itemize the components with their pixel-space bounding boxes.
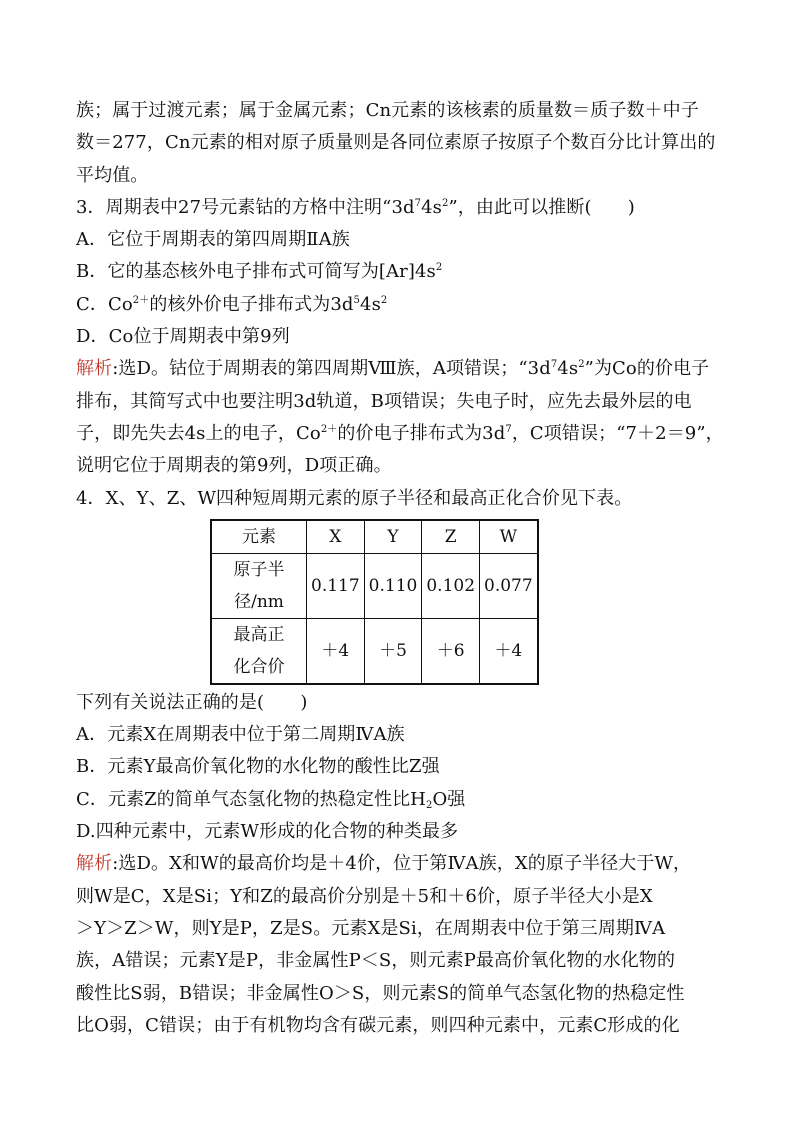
table-cell: 0.110	[364, 553, 422, 618]
table-cell: 0.102	[422, 553, 480, 618]
q3-analysis-line-3: 子，即先失去4s上的电子，$Co^{2+}$的价电子排布式为$3d^7$，C项错误；“7＋2＝9”，	[76, 422, 724, 444]
analysis-label: 解析	[76, 853, 113, 875]
q3-analysis-line-4: 说明它位于周期表的第9列，D项正确。	[76, 455, 392, 477]
table-cell: ＋4	[480, 618, 538, 684]
intro-line-1: 族；属于过渡元素；属于金属元素；Cn元素的该核素的质量数＝质子数＋中子	[76, 100, 699, 121]
table-cell: ＋6	[422, 618, 480, 684]
table-row-label: 原子半 径/nm	[211, 553, 307, 618]
q3-stem: 3．周期表中27号元素钴的方格中注明“$3d^74s^2$”，由此可以推断( )	[76, 196, 635, 218]
q3-option-c: C．$Co^{2+}$的核外价电子排布式为$3d^54s^2$	[76, 293, 388, 315]
q3-analysis-line-2: 排布，其简写式中也要注明3d轨道，B项错误；失电子时，应先去最外层的电	[76, 390, 692, 412]
intro-line-3: 平均值。	[76, 164, 149, 186]
table-header-row	[211, 520, 538, 554]
table-header-cell: 元素	[211, 520, 307, 554]
table-cell: ＋5	[364, 618, 422, 684]
q4-analysis-line-5: 酸性比S弱，B错误；非金属性O＞S，则元素S的简单气态氢化物的热稳定性	[76, 982, 685, 1004]
q4-option-a: A．元素X在周期表中位于第二周期ⅣA族	[76, 724, 405, 746]
q3-option-a: A．它位于周期表的第四周期ⅡA族	[76, 229, 350, 251]
table-cell: 0.077	[480, 553, 538, 618]
document-page	[76, 95, 722, 1042]
q4-option-c: C．元素Z的简单气态氢化物的热稳定性比$H_2O$强	[76, 788, 466, 811]
q4-question: 下列有关说法正确的是( )	[76, 691, 308, 713]
table-header-cell: X	[307, 520, 365, 554]
analysis-label: 解析	[76, 358, 113, 380]
q4-analysis-line-4: 族，A错误；元素Y是P，非金属性P＜S，则元素P最高价氧化物的水化物的	[76, 950, 676, 972]
q4-option-d: D.四种元素中，元素W形成的化合物的种类最多	[76, 821, 459, 843]
table-row-label: 最高正 化合价	[211, 618, 307, 684]
q3-option-d: D．Co位于周期表中第9列	[76, 326, 290, 348]
q4-analysis-line-3: ＞Y＞Z＞W，则Y是P，Z是S。元素X是Si，在周期表中位于第三周期ⅣA	[76, 917, 666, 939]
element-data-table	[210, 519, 539, 685]
q4-option-b: B．元素Y最高价氧化物的水化物的酸性比Z强	[76, 756, 440, 778]
q4-analysis-line-6: 比O弱，C错误；由于有机物均含有碳元素，则四种元素中，元素C形成的化	[76, 1014, 680, 1036]
q4-analysis-line-1: 解析:选D。X和W的最高价均是＋4价，位于第ⅣA族，X的原子半径大于W，	[76, 853, 692, 875]
table-header-cell: Z	[422, 520, 480, 554]
table-row	[211, 618, 538, 684]
table-cell: ＋4	[307, 618, 365, 684]
table-cell: 0.117	[307, 553, 365, 618]
table-row	[211, 553, 538, 618]
q3-option-b: B．它的基态核外电子排布式可简写为$[Ar]4s^2$	[76, 261, 443, 283]
table-header-cell: W	[480, 520, 538, 554]
intro-line-2: 数＝277，Cn元素的相对原子质量则是各同位素原子按原子个数百分比计算出的	[76, 132, 716, 154]
q4-stem: 4．X、Y、Z、W四种短周期元素的原子半径和最高正化合价见下表。	[76, 487, 633, 509]
table-header-cell: Y	[364, 520, 422, 554]
q3-analysis-line-1: 解析:选D。钴位于周期表的第四周期Ⅷ族，A项错误；“$3d^74s^2$”为Co的价电子	[76, 358, 710, 380]
q4-analysis-line-2: 则W是C，X是Si；Y和Z的最高价分别是＋5和＋6价，原子半径大小是X	[76, 885, 653, 907]
